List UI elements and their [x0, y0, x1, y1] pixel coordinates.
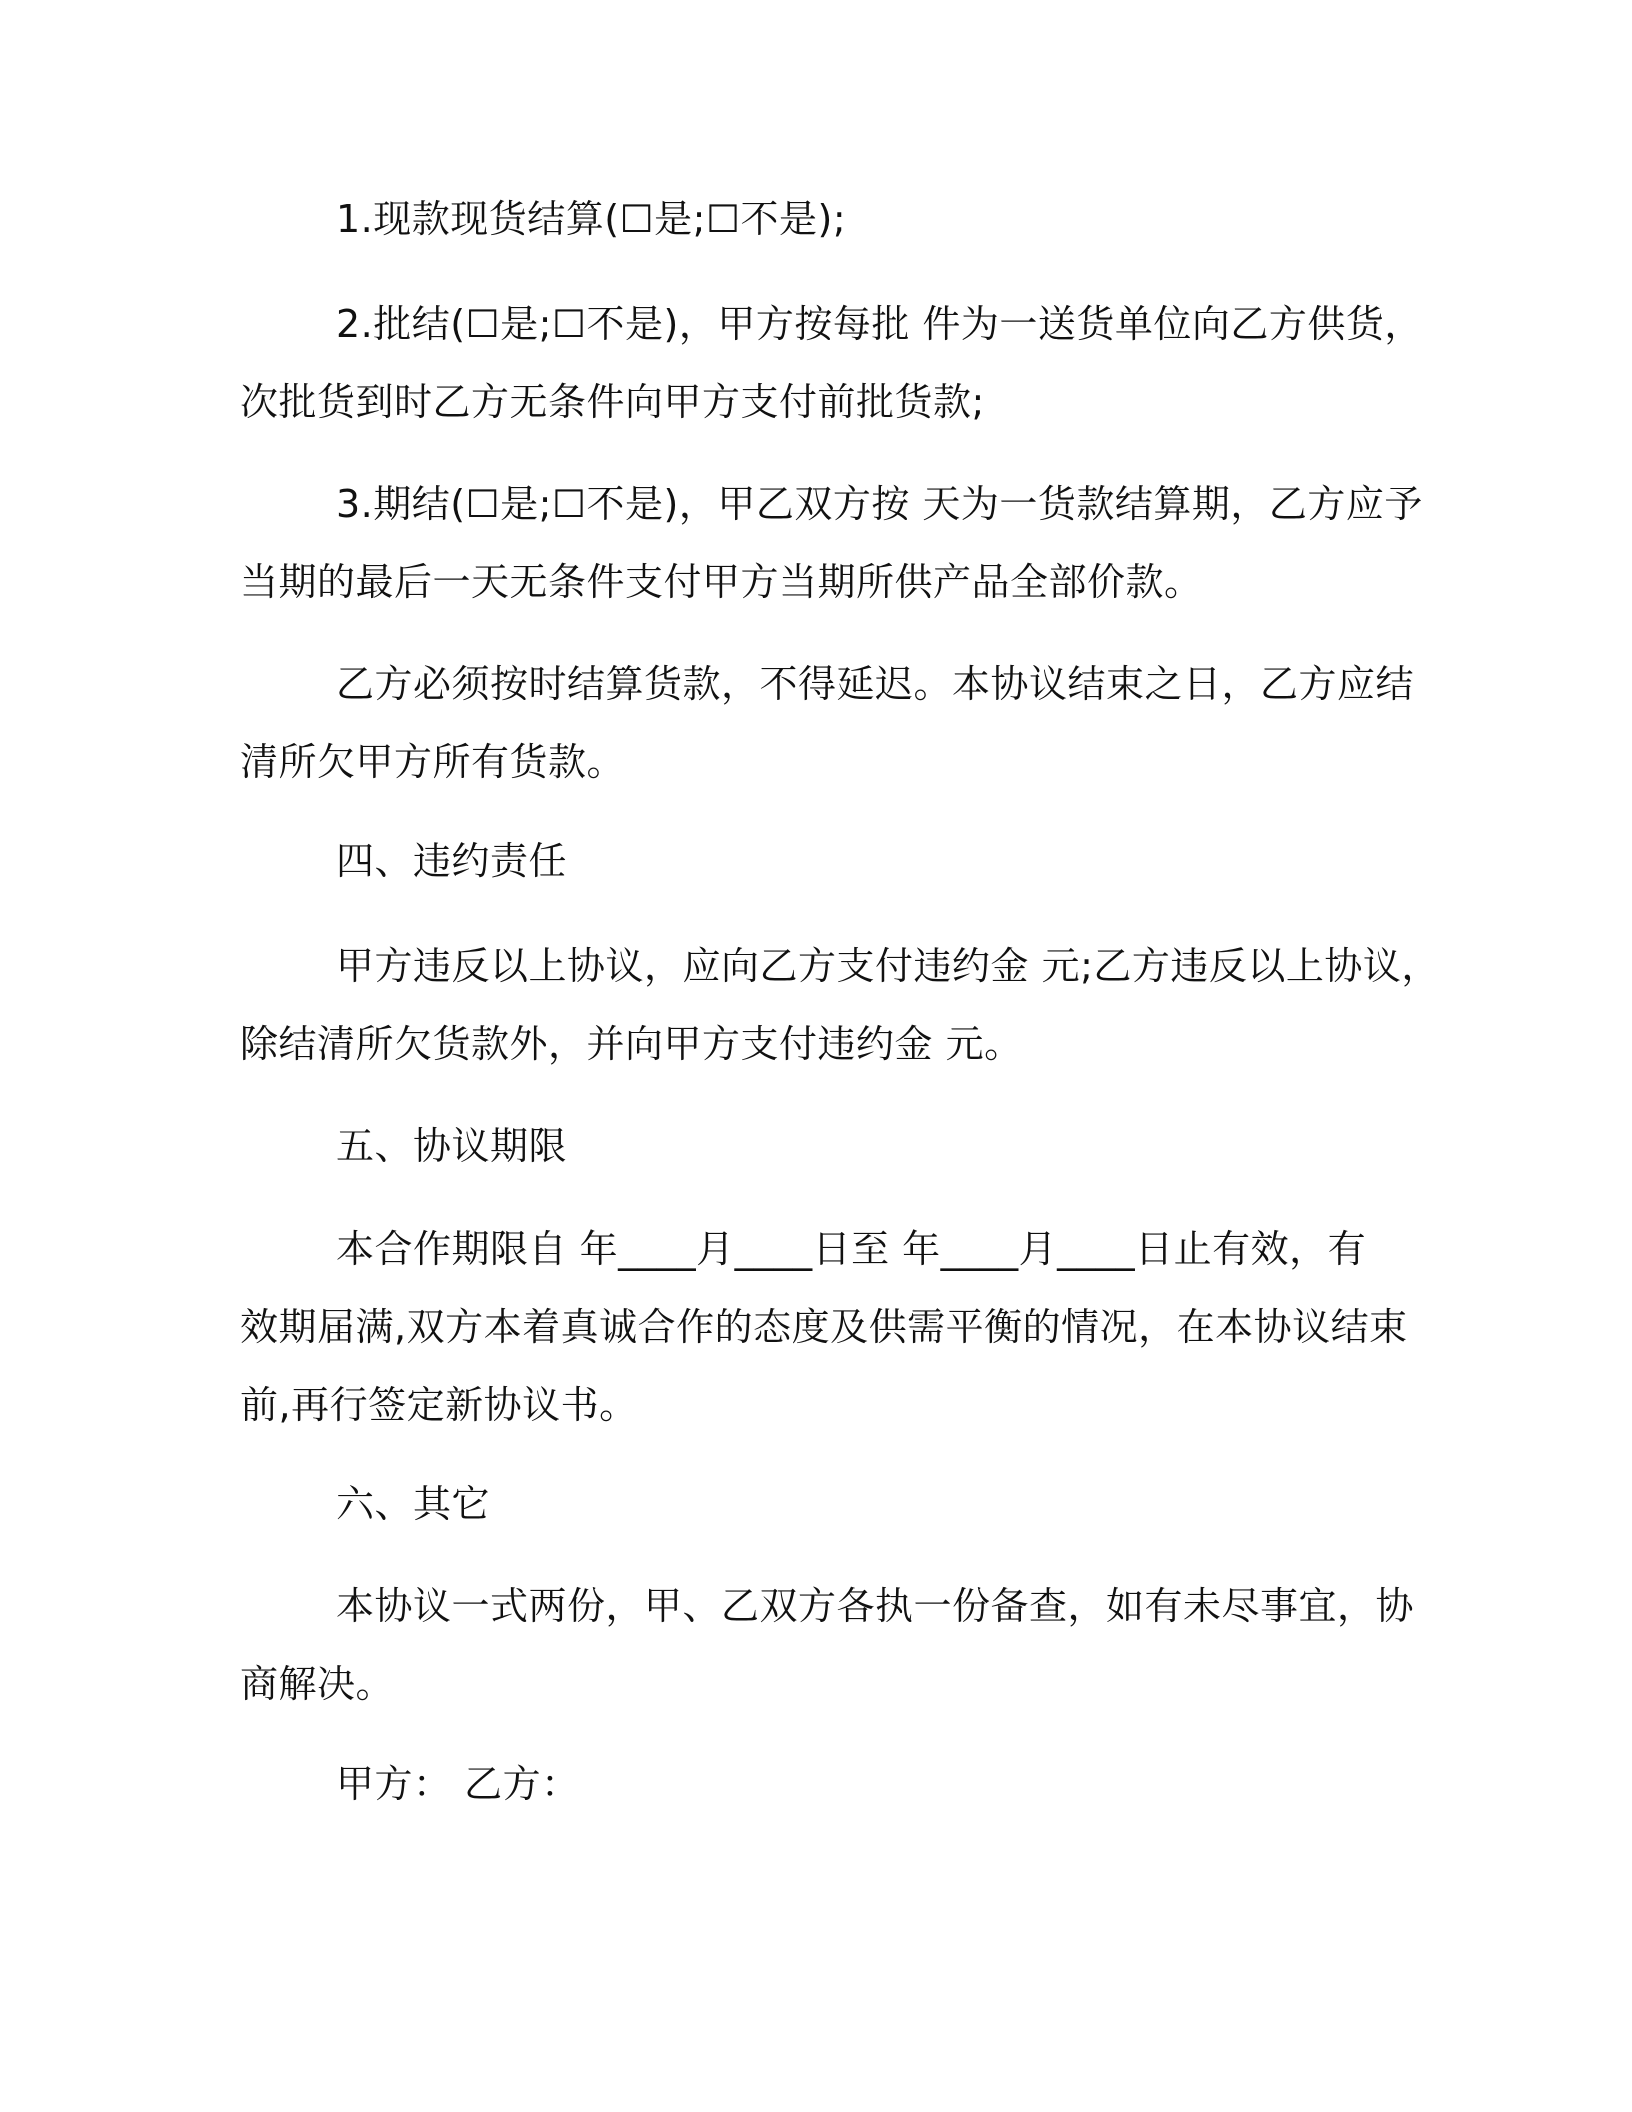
- clause-period-settlement: [240, 465, 1423, 621]
- paragraph-line: 乙方必须按时结算货款，不得延迟。本协议结束之日，乙方应结: [336, 662, 1415, 706]
- section-heading: 四、违约责任: [336, 839, 568, 883]
- clause-copies: [240, 1567, 1415, 1723]
- signature-parties: 甲方： 乙方：: [336, 1762, 580, 1806]
- paragraph-line: 次批货到时乙方无条件向甲方支付前批货款;: [240, 380, 985, 424]
- paragraph-line: 效期届满,双方本着真诚合作的态度及供需平衡的情况，在本协议结束: [240, 1305, 1408, 1349]
- paragraph-line: 1.现款现货结算(☐是;☐不是);: [336, 197, 847, 241]
- section-heading-other: [240, 1465, 1380, 1543]
- paragraph-line: 除结清所欠货款外，并向甲方支付违约金 元。: [240, 1022, 1023, 1066]
- section-heading: 六、其它: [336, 1482, 491, 1526]
- section-heading-liability: [240, 822, 1380, 900]
- paragraph-line: 当期的最后一天无条件支付甲方当期所供产品全部价款。: [240, 560, 1203, 604]
- paragraph-line: 3.期结(☐是;☐不是)，甲乙双方按 天为一货款结算期，乙方应予: [336, 482, 1423, 526]
- clause-penalty: [240, 927, 1440, 1083]
- paragraph-line: 前,再行签定新协议书。: [240, 1383, 638, 1427]
- paragraph-line: 本合作期限自 年____月____日至 年____月____日止有效，有: [336, 1227, 1367, 1271]
- paragraph-line: 2.批结(☐是;☐不是)，甲方按每批 件为一送货单位向乙方供货，: [336, 302, 1423, 346]
- paragraph-line: 本协议一式两份，甲、乙双方各执一份备查，如有未尽事宜，协: [336, 1584, 1415, 1628]
- paragraph-line: 甲方违反以上协议，应向乙方支付违约金 元;乙方违反以上协议，: [336, 944, 1440, 988]
- section-heading: 五、协议期限: [336, 1124, 568, 1168]
- section-heading-term: [240, 1107, 1380, 1185]
- clause-payment-deadline: [240, 645, 1415, 801]
- clause-cash-settlement: [240, 180, 1380, 258]
- clause-term: [240, 1210, 1408, 1444]
- paragraph-line: 清所欠甲方所有货款。: [240, 740, 626, 784]
- clause-batch-settlement: [240, 285, 1423, 441]
- signature-line: [240, 1745, 1380, 1823]
- paragraph-line: 商解决。: [240, 1662, 395, 1706]
